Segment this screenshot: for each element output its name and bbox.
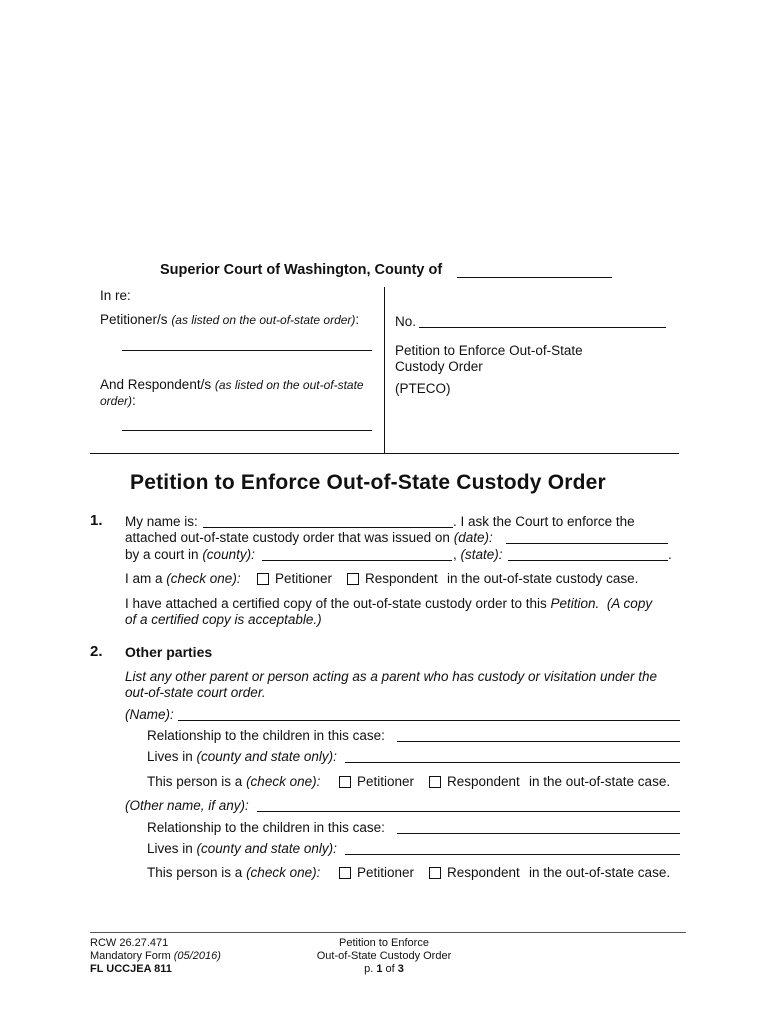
county-blank-s1[interactable] (262, 560, 452, 561)
respondent-hint-1: (as listed on the out-of-state (214, 378, 364, 392)
by-court-text: by a court in (125, 547, 199, 562)
i-am-text: I am a (125, 571, 163, 586)
respondent-label: And Respondent/s (100, 377, 212, 392)
my-name-label: My name is: (125, 514, 198, 529)
date-label: (date): (453, 530, 493, 545)
footer-rcw: RCW 26.27.471 (90, 937, 169, 949)
party1-petitioner-option[interactable] (339, 774, 414, 789)
petitioner-colon: : (355, 312, 360, 327)
doc-title-1: Petition to Enforce Out-of-State (395, 343, 583, 358)
check-one-label: (check one): (166, 571, 241, 586)
state-label: (state): (460, 547, 503, 562)
other-parties-heading: Other parties (125, 644, 213, 660)
date-blank[interactable] (506, 543, 668, 544)
my-name-blank[interactable] (203, 527, 453, 528)
party2-respondent-checkbox[interactable] (429, 867, 441, 879)
party1-petitioner-checkbox[interactable] (339, 776, 351, 788)
party1-check-one: (check one): (246, 774, 321, 789)
county-blank[interactable] (457, 277, 612, 278)
party2-name-label: (Other name, if any): (125, 798, 249, 813)
footer-rule (90, 932, 686, 933)
footer-page-of: of (385, 963, 395, 975)
other-parties-desc-1: List any other parent or person acting as a parent who has custody or visitation under the (125, 669, 658, 684)
footer-mandatory-row (90, 950, 221, 963)
doc-code: (PTECO) (395, 381, 451, 396)
respondent-option[interactable] (347, 571, 438, 586)
party2-respondent-label: Respondent (447, 865, 520, 880)
respondent-checkbox[interactable] (347, 573, 359, 585)
party1-name-label: (Name): (125, 707, 174, 722)
party2-name-blank[interactable] (257, 811, 680, 812)
party1-name-blank[interactable] (178, 720, 680, 721)
footer-form-id: FL UCCJEA 811 (90, 963, 172, 975)
case-no-blank[interactable] (419, 327, 666, 328)
footer-form-date: (05/2016) (173, 950, 221, 962)
petitioner-checkbox[interactable] (257, 573, 269, 585)
attached-row (125, 530, 493, 545)
footer-title (284, 937, 484, 976)
ask-court-text: . I ask the Court to enforce the (453, 514, 635, 529)
cert-row-2: of a certified copy is acceptable.) (125, 612, 322, 627)
cert-text-1: I have attached a certified copy of the out-of-state custody order to this (125, 596, 547, 611)
footer-title-1: Petition to Enforce (339, 937, 429, 949)
party1-county-state: (county and state only): (196, 749, 337, 764)
state-row (453, 547, 503, 562)
party1-respondent-option[interactable] (429, 774, 520, 789)
party2-check-one: (check one): (246, 865, 321, 880)
attached-text: attached out-of-state custody order that was issued on (125, 530, 450, 545)
party1-lives-label: Lives in (147, 749, 193, 764)
petitioner-option[interactable] (257, 571, 332, 586)
county-label: (county): (202, 547, 255, 562)
party2-lives-blank[interactable] (345, 854, 680, 855)
party2-in-case: in the out-of-state case. (529, 865, 671, 880)
footer-page-total: 3 (397, 963, 404, 975)
party2-this-person: This person is a (147, 865, 243, 880)
party1-petitioner-label: Petitioner (357, 774, 415, 789)
party2-petitioner-option[interactable] (339, 865, 414, 880)
petitioner-label: Petitioner/s (100, 312, 168, 327)
footer-page-prefix: p. (364, 963, 374, 975)
party1-lives-blank[interactable] (345, 762, 680, 763)
party1-respondent-checkbox[interactable] (429, 776, 441, 788)
footer-page-row (284, 963, 484, 976)
section-1-number: 1. (90, 512, 103, 529)
i-am-row (125, 571, 241, 586)
party1-relationship-label: Relationship to the children in this case: (147, 728, 385, 743)
state-period: . (668, 547, 672, 562)
party2-relationship-blank[interactable] (397, 833, 680, 834)
cert-row-1 (125, 596, 652, 611)
party2-county-state: (county and state only): (196, 841, 337, 856)
party1-this-person-row (147, 774, 320, 789)
petitioner-hint: (as listed on the out-of-state order) (171, 313, 356, 327)
petitioner-option-label: Petitioner (275, 571, 333, 586)
party2-respondent-option[interactable] (429, 865, 520, 880)
party1-this-person: This person is a (147, 774, 243, 789)
doc-title-2: Custody Order (395, 359, 483, 374)
cert-petition: Petition. (550, 596, 600, 611)
cert-copy: (A copy (606, 596, 653, 611)
party1-lives-row (147, 749, 337, 764)
footer-page-num: 1 (376, 963, 383, 975)
party1-in-case: in the out-of-state case. (529, 774, 671, 789)
in-re-label: In re: (100, 288, 131, 303)
party2-this-person-row (147, 865, 320, 880)
case-no-label: No. (395, 314, 417, 329)
in-case-text: in the out-of-state custody case. (447, 571, 639, 586)
other-parties-desc-2: out-of-state court order. (125, 685, 266, 700)
state-comma: , (453, 547, 457, 562)
state-blank[interactable] (508, 560, 668, 561)
section-2-number: 2. (90, 643, 103, 660)
caption-bottom-rule (90, 453, 679, 454)
respondent-option-label: Respondent (365, 571, 438, 586)
party1-relationship-blank[interactable] (397, 741, 680, 742)
respondent-hint-row (100, 393, 136, 408)
form-title: Petition to Enforce Out-of-State Custody Order (130, 471, 606, 494)
party2-lives-label: Lives in (147, 841, 193, 856)
respondent-label-row (100, 377, 364, 392)
respondent-colon: : (132, 393, 136, 408)
party2-petitioner-label: Petitioner (357, 865, 415, 880)
court-title: Superior Court of Washington, County of (160, 262, 443, 278)
party2-relationship-label: Relationship to the children in this case: (147, 820, 385, 835)
respondent-name-blank[interactable] (122, 430, 372, 431)
by-court-row (125, 547, 255, 562)
party2-petitioner-checkbox[interactable] (339, 867, 351, 879)
petitioner-label-row (100, 312, 359, 327)
petitioner-name-blank[interactable] (122, 350, 372, 351)
caption-divider (384, 287, 385, 454)
footer-title-2: Out-of-State Custody Order (316, 950, 452, 962)
party2-lives-row (147, 841, 337, 856)
respondent-hint-2: order) (100, 394, 133, 408)
footer-mandatory: Mandatory Form (90, 950, 171, 962)
party1-respondent-label: Respondent (447, 774, 520, 789)
